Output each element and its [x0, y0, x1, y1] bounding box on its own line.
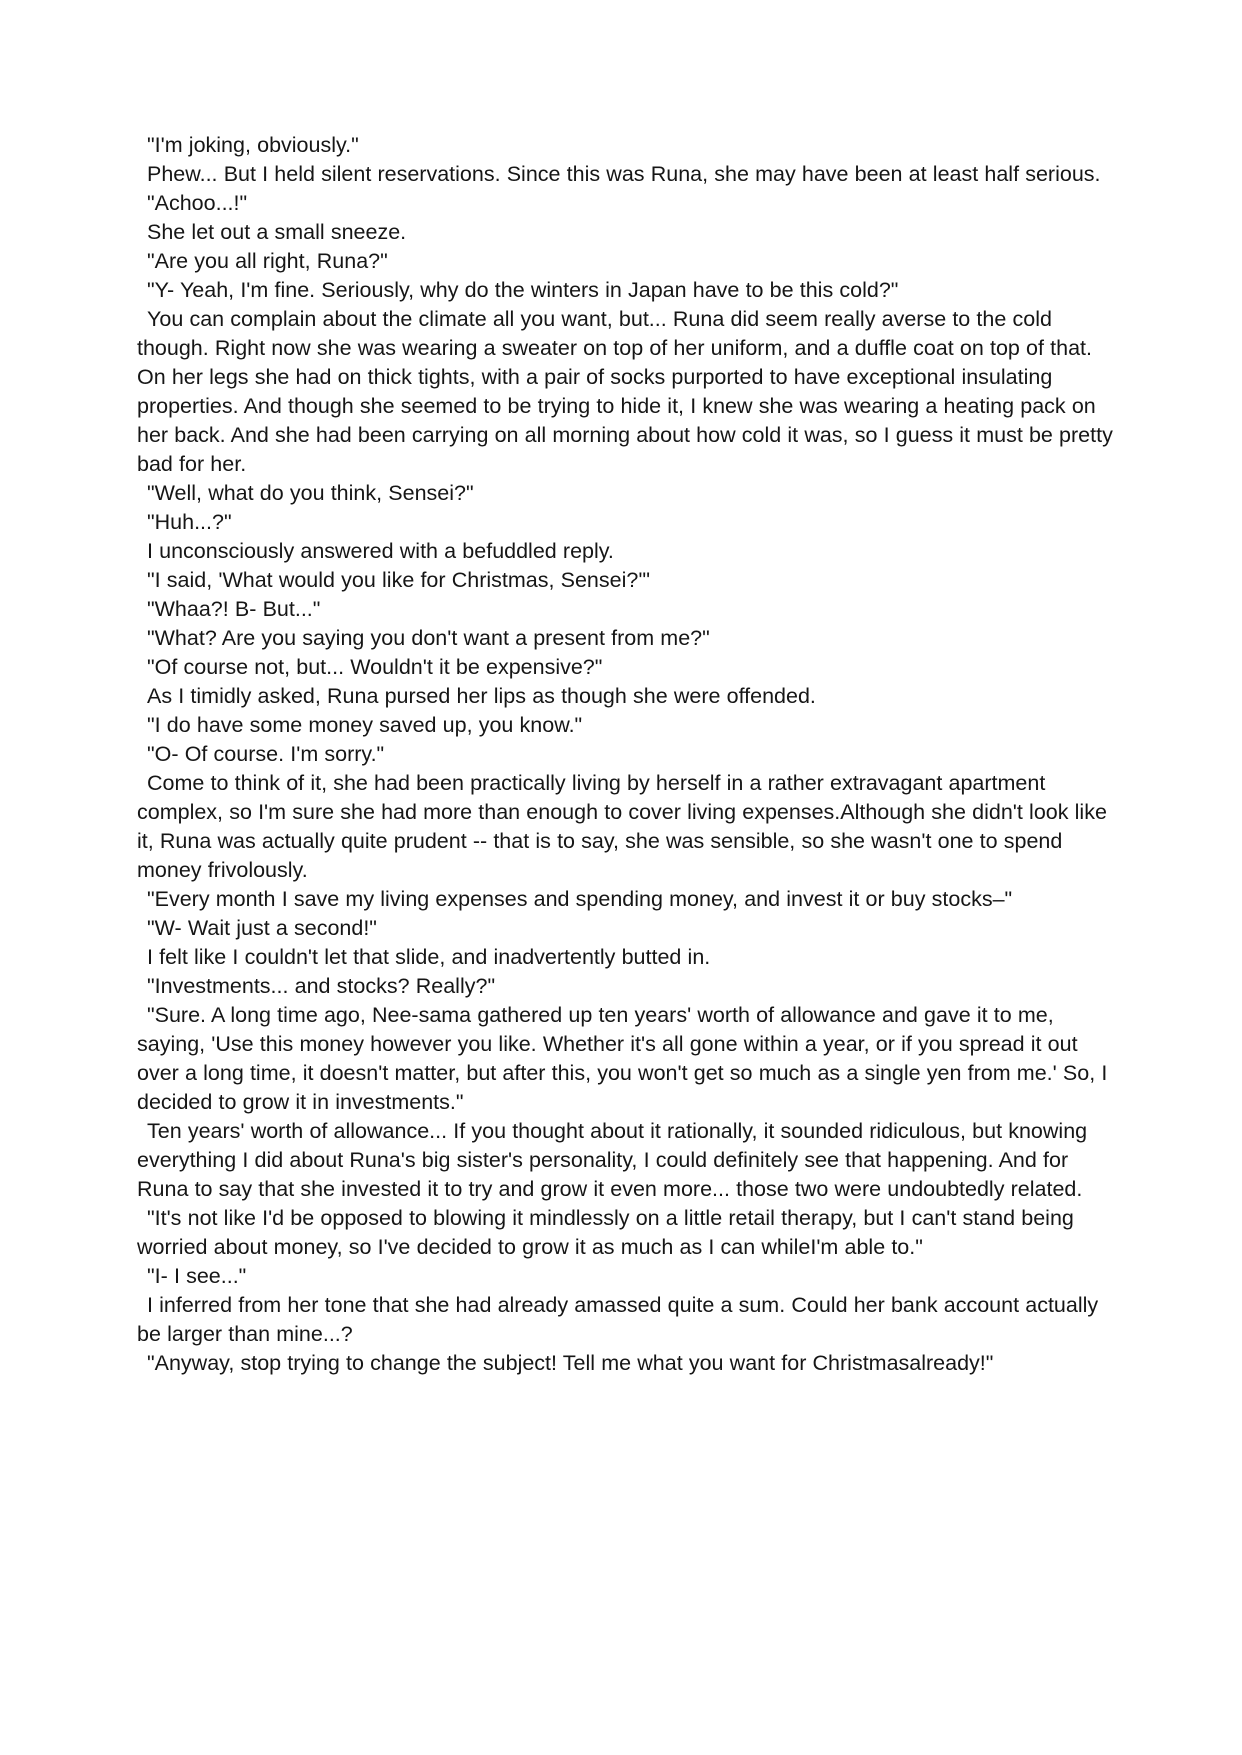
paragraph: "It's not like I'd be opposed to blowing it mindlessly on a little retail therapy, but I can't stand being worried about money, so I've decided to grow it as much as I can whileI'm able to." [137, 1206, 1074, 1259]
paragraph: Come to think of it, she had been practically living by herself in a rather extravagant apartment complex, so I'm sure she had more than enough to cover living expenses.Although she didn't look like it, Runa was actually quite prudent -- that is to say, she was sensible, so she wasn't one to spend money frivolously. [137, 771, 1107, 882]
paragraph: I inferred from her tone that she had already amassed quite a sum. Could her bank account actually be larger than mine...? [137, 1293, 1099, 1346]
paragraph: "Achoo...!" [147, 191, 248, 215]
paragraph: Ten years' worth of allowance... If you thought about it rationally, it sounded ridiculous, but knowing everything I did about Runa's big sister's personality, I could definitely see that happening. And for Runa to say that she invested it to try and grow it even more... those two were undoubtedly related. [137, 1119, 1088, 1201]
paragraph: As I timidly asked, Runa pursed her lips as though she were offended. [147, 684, 816, 708]
novel-text-block [137, 131, 1113, 1378]
paragraph: "Y- Yeah, I'm fine. Seriously, why do the winters in Japan have to be this cold?" [147, 278, 899, 302]
paragraph: I unconsciously answered with a befuddled reply. [147, 539, 614, 563]
paragraph: "What? Are you saying you don't want a present from me?" [147, 626, 710, 650]
paragraph: "Anyway, stop trying to change the subject! Tell me what you want for Christmasalready!" [147, 1351, 994, 1375]
paragraph: "Sure. A long time ago, Nee-sama gathered up ten years' worth of allowance and gave it to me, saying, 'Use this money however you like. Whether it's all gone within a year, or if you spread it out over a long time, it doesn't matter, but after this, you won't get so much as a single yen from me.' So, I decided to grow it in investments." [137, 1003, 1108, 1114]
paragraph: "I do have some money saved up, you know." [147, 713, 583, 737]
paragraph: She let out a small sneeze. [147, 220, 407, 244]
paragraph: "Whaa?! B- But..." [147, 597, 321, 621]
paragraph: "O- Of course. I'm sorry." [147, 742, 385, 766]
paragraph: "Are you all right, Runa?" [147, 249, 388, 273]
paragraph: "I- I see..." [147, 1264, 247, 1288]
paragraph: You can complain about the climate all you want, but... Runa did seem really averse to the cold though. Right now she was wearing a sweater on top of her uniform, and a duffle coat on top of that. On her legs she had on thick tights, with a pair of socks purported to have exceptional insulating properties. And though she seemed to be trying to hide it, I knew she was wearing a heating pack on her back. And she had been carrying on all morning about how cold it was, so I guess it must be pretty bad for her. [137, 307, 1113, 476]
paragraph: "Investments... and stocks? Really?" [147, 974, 496, 998]
paragraph: I felt like I couldn't let that slide, and inadvertently butted in. [147, 945, 711, 969]
paragraph: "I said, 'What would you like for Christmas, Sensei?'" [147, 568, 651, 592]
paragraph: "I'm joking, obviously." [147, 133, 359, 157]
paragraph: "Every month I save my living expenses and spending money, and invest it or buy stocks–" [147, 887, 1013, 911]
paragraph: Phew... But I held silent reservations. Since this was Runa, she may have been at least half serious. [147, 162, 1101, 186]
paragraph: "Of course not, but... Wouldn't it be expensive?" [147, 655, 603, 679]
paragraph: "Well, what do you think, Sensei?" [147, 481, 474, 505]
paragraph: "W- Wait just a second!" [147, 916, 377, 940]
paragraph: "Huh...?" [147, 510, 232, 534]
